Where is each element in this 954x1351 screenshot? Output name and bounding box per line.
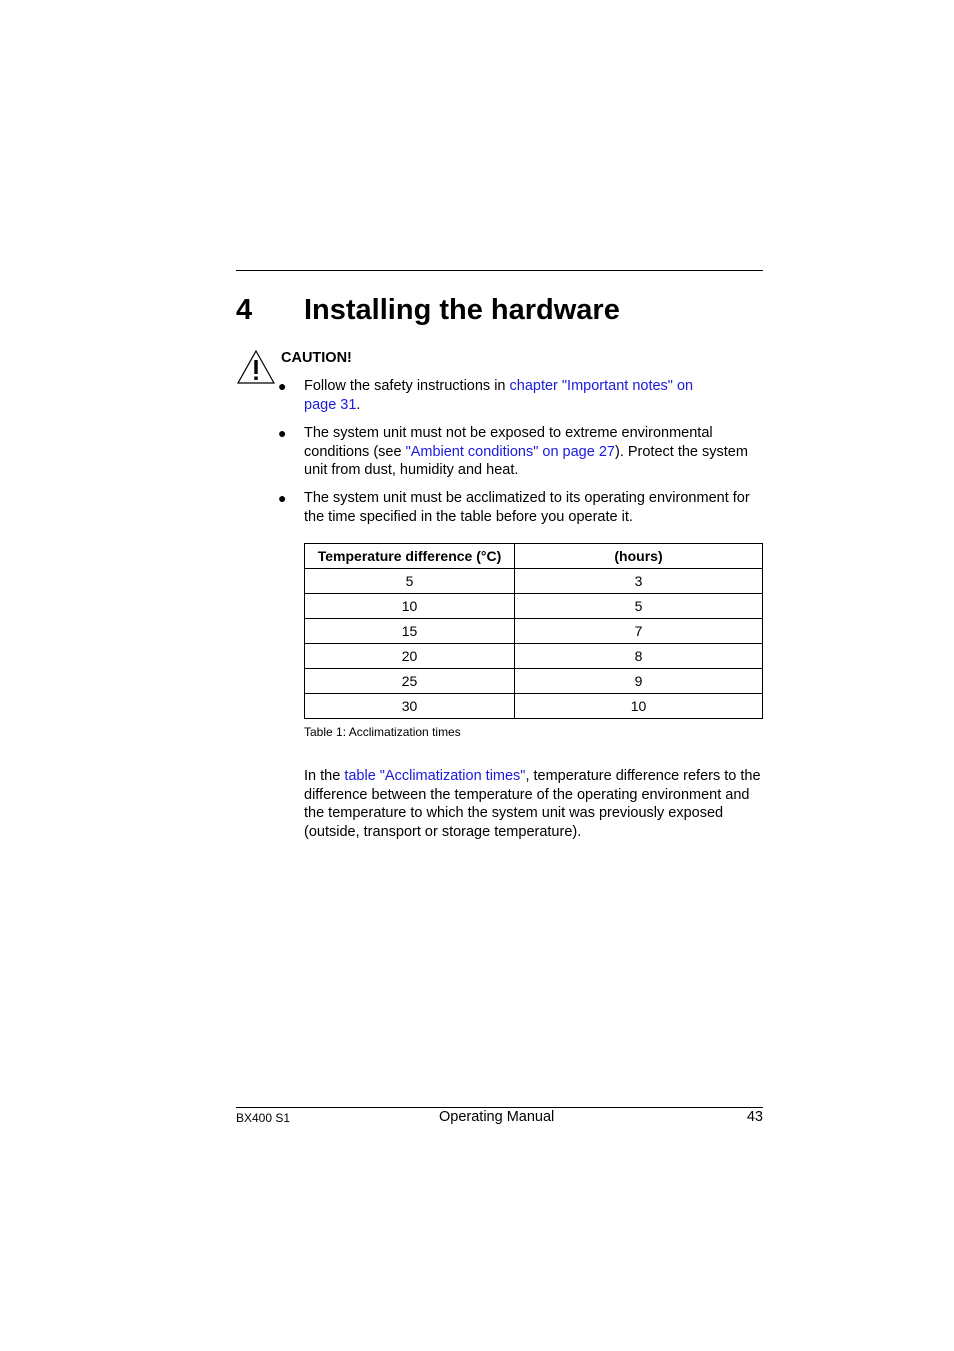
table-row	[305, 569, 763, 594]
cell: 30	[305, 694, 515, 719]
bullet-marker: ●	[278, 490, 287, 506]
footer-product: BX400 S1	[236, 1111, 291, 1125]
header-temperature-difference: Temperature difference (°C)	[305, 544, 515, 569]
cell: 5	[305, 569, 515, 594]
para-text: In the	[304, 768, 345, 784]
item-text: Follow the safety instructions in	[304, 378, 510, 394]
acclimatization-table	[304, 543, 763, 719]
table-row	[305, 694, 763, 719]
cell: 8	[515, 644, 763, 669]
link-ambient-conditions[interactable]: "Ambient conditions" on page 27	[405, 443, 615, 460]
item-text: The system unit must not be exposed to extreme environmental conditions (see	[304, 425, 713, 460]
cell: 7	[515, 619, 763, 644]
item-text: ). Protect the system unit from dust, humidity and heat.	[304, 443, 748, 478]
table-row	[305, 644, 763, 669]
header-hours: (hours)	[515, 544, 763, 569]
table-row	[305, 669, 763, 694]
warning-triangle-icon	[236, 349, 276, 385]
table-row	[305, 619, 763, 644]
item-text: .	[356, 396, 361, 413]
cell: 5	[515, 594, 763, 619]
caution-item-1	[304, 377, 724, 414]
caution-item-3	[304, 489, 764, 526]
table-caption: Table 1: Acclimatization times	[304, 725, 461, 739]
footer-manual-title: Operating Manual	[439, 1109, 555, 1125]
link-acclimatization-table[interactable]: table "Acclimatization times"	[344, 768, 526, 784]
table-row	[305, 594, 763, 619]
chapter-title: Installing the hardware	[304, 294, 620, 326]
table-header-row	[305, 544, 763, 569]
chapter-number: 4	[236, 294, 253, 326]
caution-item-2	[304, 424, 764, 480]
caution-label: CAUTION!	[281, 350, 352, 366]
cell: 25	[305, 669, 515, 694]
bullet-marker: ●	[278, 425, 287, 441]
cell: 20	[305, 644, 515, 669]
footer-page-number: 43	[746, 1109, 763, 1125]
cell: 10	[305, 594, 515, 619]
body-paragraph	[304, 767, 766, 841]
para-text: , temperature difference refers to the difference between the temperature of the operating environment and the temperature to which the system unit was previously exposed (outside, transport or storage temperature).	[304, 768, 761, 840]
cell: 10	[515, 694, 763, 719]
top-rule	[236, 270, 763, 271]
bullet-marker: ●	[278, 378, 287, 394]
link-important-notes[interactable]: chapter "Important notes" on page 31	[304, 378, 694, 413]
cell: 3	[515, 569, 763, 594]
cell: 9	[515, 669, 763, 694]
item-text: The system unit must be acclimatized to its operating environment for the time specified in the table before you operate it.	[304, 490, 750, 525]
cell: 15	[305, 619, 515, 644]
